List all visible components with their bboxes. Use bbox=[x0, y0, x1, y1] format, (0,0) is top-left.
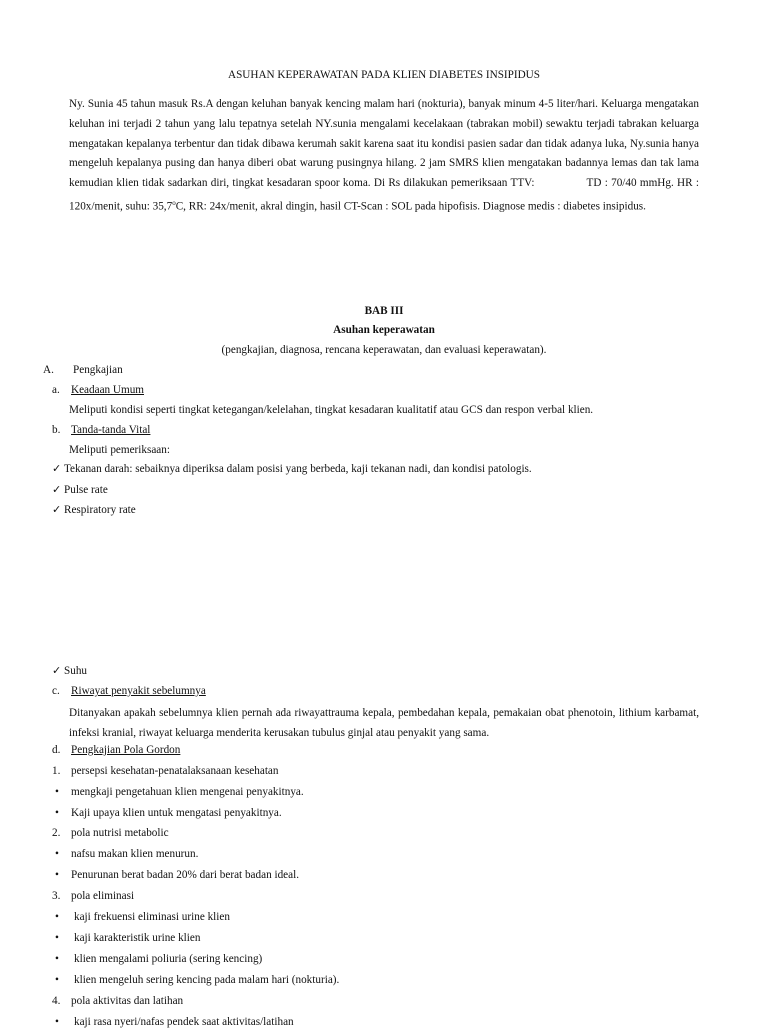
gordon-label: pola nutrisi metabolic bbox=[71, 827, 169, 839]
bullet-icon: • bbox=[55, 786, 59, 798]
item-b-heading: Tanda-tanda Vital bbox=[71, 424, 151, 436]
case-text: Ny. Sunia 45 tahun masuk Rs.A dengan keluhan banyak kencing malam hari (nokturia), banyak minum 4-5 liter/hari. Keluarga mengatakan keluhan ini terjadi 2 tahun yang lalu tepatnya setelah NY.sunia mengalami kecelakaan (tabrakan mobil) sewaktu terjadi tabrakan keluarga mengatakan kepalanya terbentur dan tidak dibawa kerumah sakit karena saat itu kondisi pasien sadar dan tidak adanya luka, Ny.sunia hanya mengeluh kepalanya pusing dan hanya diberi obat warung pusingnya hilang. 2 jam SMRS klien mengatakan badannya lemas dan tak lama kemudian klien tidak sadarkan diri, tingkat kesadaran spoor koma. Di Rs dilakukan pemeriksaan TTV: bbox=[69, 98, 699, 190]
gordon-item: kaji karakteristik urine klien bbox=[74, 932, 201, 944]
bullet-icon: • bbox=[55, 932, 59, 944]
item-d-heading: Pengkajian Pola Gordon bbox=[71, 744, 181, 756]
bullet-icon: • bbox=[55, 807, 59, 819]
item-c-text: Ditanyakan apakah sebelumnya klien pernah ada riwayattrauma kepala, pembedahan kepala, pemakaian obat phenotoin, lithium karbamat, infeksi kranial, riwayat keluarga menderita kerusakan tubulus ginjal atau penyakit yang sama. bbox=[69, 707, 699, 739]
item-a-marker: a. bbox=[52, 384, 60, 396]
check-item-suhu: Suhu bbox=[64, 665, 88, 677]
check-item-tekanan-darah: Tekanan darah: sebaiknya diperiksa dalam posisi yang berbeda, kaji tekanan nadi, dan kondisi patologis. bbox=[64, 463, 532, 475]
bullet-icon: • bbox=[55, 869, 59, 881]
bullet-icon: • bbox=[55, 1016, 59, 1028]
bullet-icon: • bbox=[55, 974, 59, 986]
bullet-icon: • bbox=[55, 848, 59, 860]
chapter-subtitle: (pengkajian, diagnosa, rencana keperawatan, dan evaluasi keperawatan). bbox=[221, 344, 547, 356]
item-c-marker: c. bbox=[52, 685, 60, 697]
gordon-item: klien mengalami poliuria (sering kencing) bbox=[74, 953, 263, 965]
gordon-item: mengkaji pengetahuan klien mengenai penyakitnya. bbox=[71, 786, 304, 798]
gordon-number: 2. bbox=[52, 827, 61, 839]
case-paragraph bbox=[69, 95, 699, 218]
check-icon: ✓ bbox=[52, 463, 62, 475]
item-b-intro: Meliputi pemeriksaan: bbox=[69, 444, 170, 456]
check-icon: ✓ bbox=[52, 665, 62, 677]
case-vitals-end: C, RR: 24x/menit, akral dingin, hasil CT-Scan : SOL pada hipofisis. Diagnose medis : diabetes insipidus. bbox=[175, 200, 646, 213]
item-b-marker: b. bbox=[52, 424, 61, 436]
gordon-number: 4. bbox=[52, 995, 61, 1007]
check-icon: ✓ bbox=[52, 504, 62, 516]
gordon-item: kaji frekuensi eliminasi urine klien bbox=[74, 911, 230, 923]
chapter-number: BAB III bbox=[364, 305, 404, 317]
section-a-marker: A. bbox=[43, 364, 54, 376]
gordon-item: Kaji upaya klien untuk mengatasi penyakitnya. bbox=[71, 807, 282, 819]
gordon-label: persepsi kesehatan-penatalaksanaan kesehatan bbox=[71, 765, 279, 777]
item-d-marker: d. bbox=[52, 744, 61, 756]
gordon-label: pola aktivitas dan latihan bbox=[71, 995, 184, 1007]
gordon-item: nafsu makan klien menurun. bbox=[71, 848, 199, 860]
gordon-item: Penurunan berat badan 20% dari berat badan ideal. bbox=[71, 869, 300, 881]
gordon-item: klien mengeluh sering kencing pada malam hari (nokturia). bbox=[74, 974, 340, 986]
gordon-item: kaji rasa nyeri/nafas pendek saat aktivitas/latihan bbox=[74, 1016, 294, 1028]
check-item-respiratory-rate: Respiratory rate bbox=[64, 504, 136, 516]
gordon-label: pola eliminasi bbox=[71, 890, 135, 902]
check-icon: ✓ bbox=[52, 484, 62, 496]
document-title: ASUHAN KEPERAWATAN PADA KLIEN DIABETES INSIPIDUS bbox=[228, 69, 540, 81]
degree-superscript: o bbox=[172, 198, 176, 207]
gordon-number: 3. bbox=[52, 890, 61, 902]
item-a-text: Meliputi kondisi seperti tingkat ketegangan/kelelahan, tingkat kesadaran kualitatif atau GCS dan respon verbal klien. bbox=[69, 404, 594, 416]
item-a-heading: Keadaan Umum bbox=[71, 384, 145, 396]
chapter-title: Asuhan keperawatan bbox=[333, 324, 435, 336]
bullet-icon: • bbox=[55, 953, 59, 965]
section-a-label: Pengkajian bbox=[73, 364, 123, 376]
bullet-icon: • bbox=[55, 911, 59, 923]
check-item-pulse-rate: Pulse rate bbox=[64, 484, 108, 496]
gordon-number: 1. bbox=[52, 765, 61, 777]
case-vitals-start: TD : 70/40 mmHg. HR : 120x/menit, suhu: 35,7 bbox=[69, 177, 699, 213]
item-c-heading: Riwayat penyakit sebelumnya bbox=[71, 685, 206, 697]
